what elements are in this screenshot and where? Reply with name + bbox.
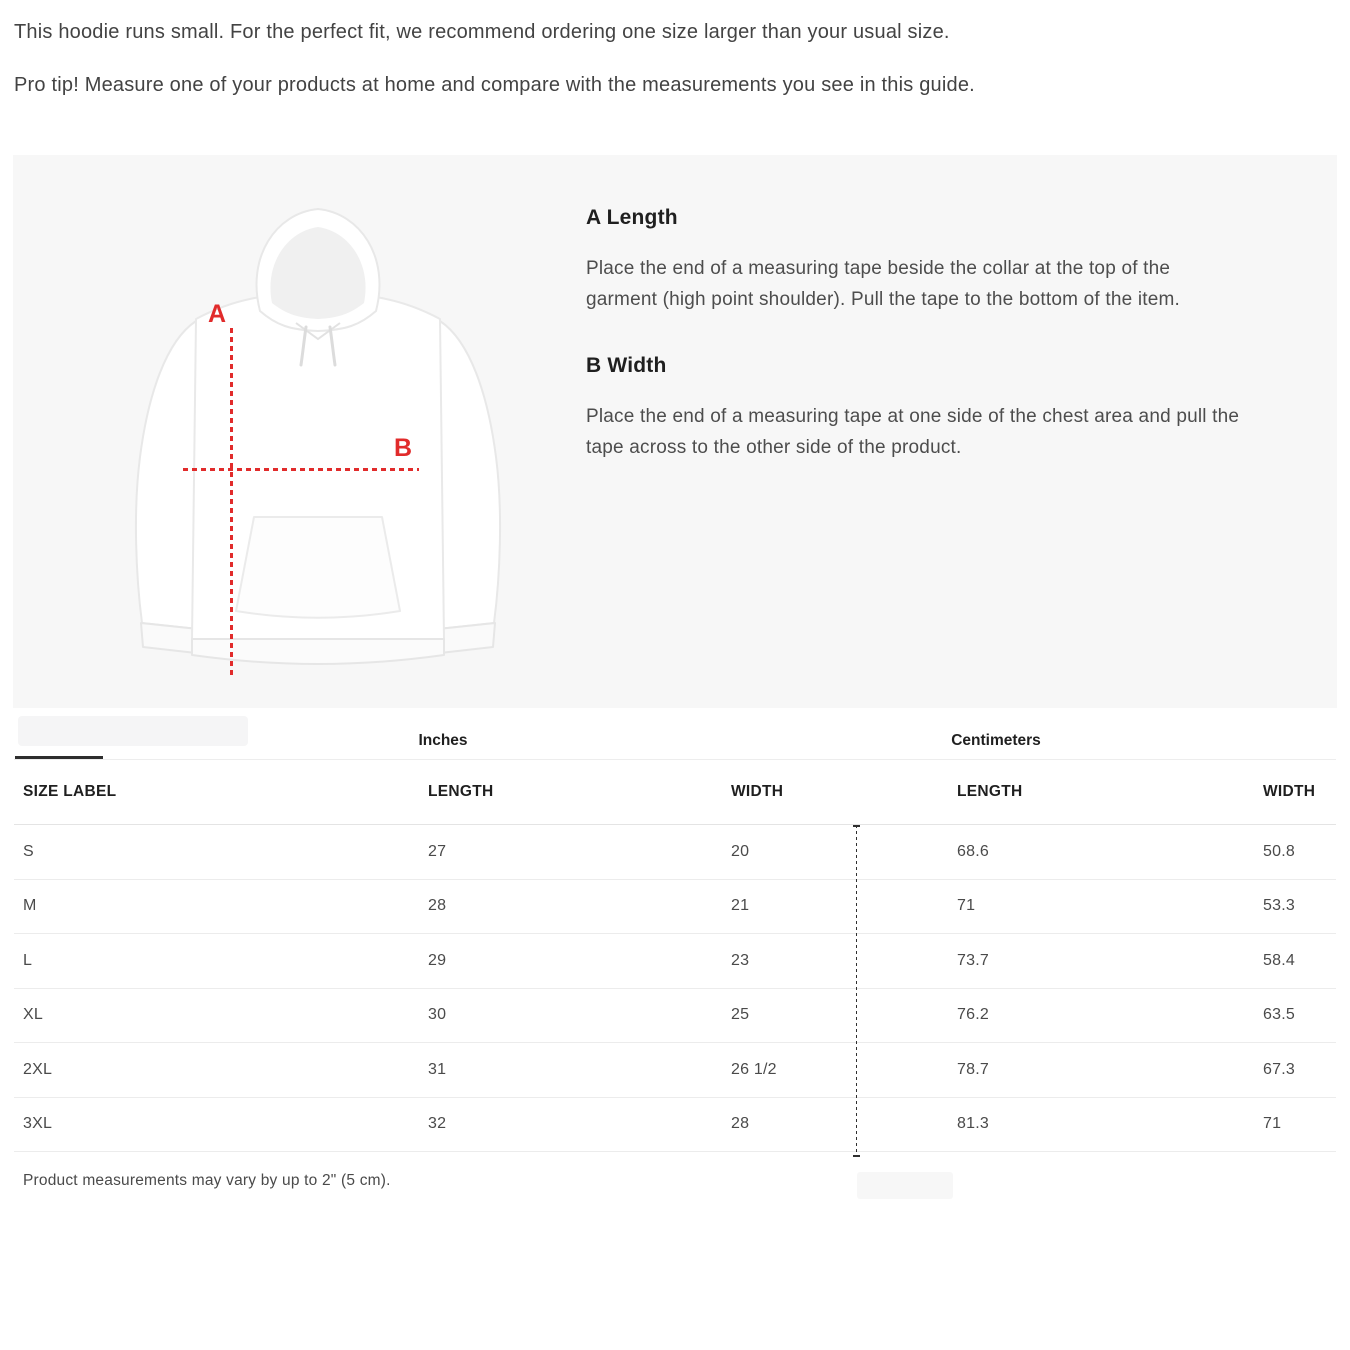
unit-divider-line <box>856 825 857 1157</box>
measure-guide-panel <box>13 155 1337 708</box>
fit-note: This hoodie runs small. For the perfect fit, we recommend ordering one size larger than your usual size. <box>14 21 950 43</box>
inches-header: Inches <box>418 732 468 749</box>
table-row-m: M 28 21 71 53.3 <box>14 880 1336 935</box>
length-measure-line <box>230 328 233 678</box>
measurement-disclaimer: Product measurements may vary by up to 2" (5 cm). <box>23 1172 391 1189</box>
column-width-inches: WIDTH <box>731 783 784 800</box>
hoodie-image <box>108 199 528 693</box>
column-length-cm: LENGTH <box>957 783 1023 800</box>
column-size-label: SIZE LABEL <box>23 783 117 800</box>
width-heading: B Width <box>586 354 667 377</box>
hoodie-figure <box>108 199 528 693</box>
table-row-2xl: 2XL 31 26 1/2 78.7 67.3 <box>14 1043 1336 1098</box>
length-heading: A Length <box>586 206 678 229</box>
table-row-s: S 27 20 68.6 50.8 <box>14 825 1336 880</box>
width-description: Place the end of a measuring tape at one side of the chest area and pull the tape across to the other side of the product. <box>586 406 1240 458</box>
table-row-xl: XL 30 25 76.2 63.5 <box>14 989 1336 1044</box>
width-measure-line <box>183 468 419 471</box>
table-row-3xl: 3XL 32 28 81.3 71 <box>14 1098 1336 1153</box>
centimeters-header: Centimeters <box>951 732 1041 749</box>
pro-tip: Pro tip! Measure one of your products at home and compare with the measurements you see in this guide. <box>14 74 975 96</box>
size-table-body <box>14 825 1336 1152</box>
column-width-cm: WIDTH <box>1263 783 1316 800</box>
column-length-inches: LENGTH <box>428 783 494 800</box>
size-table-header <box>14 760 1336 825</box>
measure-label-a: A <box>208 300 227 328</box>
product-tab-placeholder[interactable] <box>18 716 248 746</box>
measure-label-b: B <box>394 434 413 462</box>
loading-placeholder <box>857 1172 953 1199</box>
table-row-l: L 29 23 73.7 58.4 <box>14 934 1336 989</box>
measure-instructions <box>586 206 1331 502</box>
length-description: Place the end of a measuring tape beside the collar at the top of the garment (high point shoulder). Pull the tape to the bottom of the item. <box>586 258 1181 310</box>
